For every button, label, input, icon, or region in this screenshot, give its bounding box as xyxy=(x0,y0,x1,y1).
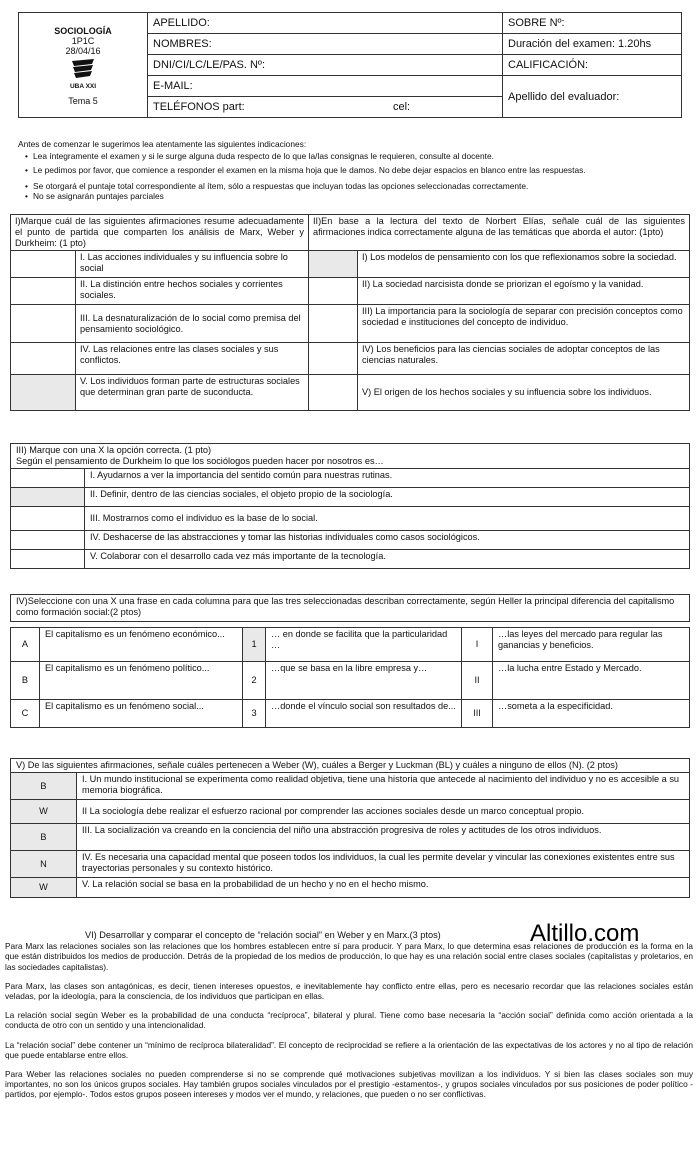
q2-option: IV) Los beneficios para las ciencias sociales de adoptar conceptos de las ciencias naturales. xyxy=(357,343,689,375)
answer-paragraph: Para Marx las relaciones sociales son las relaciones que los hombres establecen entre sí para producir. Y para Marx, lo que determina esas relaciones de producción es la forma en la que están distribuidos los medios de producción. Detrás de la propiedad de los medios de producción, lo que hay es una relación social entre clases sociales (capitalistas y proletarios, en las sociedades capitalistas). xyxy=(5,941,693,972)
answer-cell[interactable] xyxy=(308,278,357,305)
q1-option: II. La distinción entre hechos sociales y corrientes sociales. xyxy=(76,278,309,305)
answer-cell[interactable] xyxy=(11,507,85,531)
answer-cell[interactable] xyxy=(308,375,357,411)
q4-section xyxy=(10,594,690,728)
dni-field[interactable]: DNI/CI/LC/LE/PAS. Nº: xyxy=(148,55,503,76)
q4-option: El capitalismo es un fenómeno político... xyxy=(40,662,243,700)
altillo-watermark: Altillo.com xyxy=(530,920,640,947)
instruction-item: • Lea íntegramente el examen y si le surge alguna duda respecto de lo que la/las consignas le requieren, consulte al docente. xyxy=(27,151,682,161)
answer-cell[interactable] xyxy=(11,375,76,411)
q1-option: V. Los individuos forman parte de estructuras sociales que determinan gran parte de suconducta. xyxy=(76,375,309,411)
evaluador-field[interactable]: Apellido del evaluador: xyxy=(503,76,682,118)
q4-option: …que se basa en la libre empresa y… xyxy=(266,662,462,700)
course-code: 1P1C xyxy=(71,36,95,46)
q6-title: VI) Desarrollar y comparar el concepto de “relación social” en Weber y en Marx.(3 ptos) xyxy=(85,930,441,940)
q2-option: III) La importancia para la sociología de separar con precisión conceptos como sociedad e instituciones del concepto de individuo. xyxy=(357,305,689,343)
q4-option: …donde el vínculo social son resultados de... xyxy=(266,700,462,728)
q4-label[interactable]: I xyxy=(462,628,493,662)
q5-statement: III. La socialización va creando en la conciencia del niño una abstracción progresiva de roles y actitudes de los otros individuos. xyxy=(77,824,690,851)
answer-cell[interactable] xyxy=(308,251,357,278)
q1-option: I. Las acciones individuales y su influencia sobre lo social xyxy=(76,251,309,278)
answer-paragraph: La relación social según Weber es la probabilidad de una conducta “recíproca”, bilateral y plural. Tiene como base necesaria la “acción social” definida como acción orientada a la conducta de otro con un sentido y una intencionalidad. xyxy=(5,1010,693,1031)
q3-title-line1: III) Marque con una X la opción correcta. (1 pto) xyxy=(16,445,212,455)
q5-statement: IV. Es necesaria una capacidad mental que poseen todos los individuos, la cual les permite develar y vincular las conexiones existentes entre sus trayectorias personales y su contexto histórico. xyxy=(77,851,690,878)
instruction-item: • No se asignarán puntajes parciales xyxy=(27,191,682,201)
answer-cell[interactable] xyxy=(11,278,76,305)
instruction-item: • Le pedimos por favor, que comience a responder el examen en la misma hoja que le damos. No debe dejar espacios en blanco entre las respuestas. xyxy=(27,165,682,175)
cel-field[interactable]: cel: xyxy=(388,97,503,118)
tema-label: Tema 5 xyxy=(68,96,98,106)
answer-cell[interactable] xyxy=(11,488,85,507)
exam-date: 28/04/16 xyxy=(65,46,101,56)
instructions-intro: Antes de comenzar le sugerimos lea atentamente las siguientes indicaciones: xyxy=(18,139,307,149)
instructions-list xyxy=(18,151,682,201)
duracion-label: Duración del examen: 1.20hs xyxy=(503,34,682,55)
email-field[interactable]: E-MAIL: xyxy=(148,76,503,97)
subject-label: SOCIOLOGÍA xyxy=(54,26,112,36)
q5-answer[interactable]: W xyxy=(11,878,77,898)
q5-answer[interactable]: B xyxy=(11,773,77,800)
q3-option: I. Ayudarnos a ver la importancia del sentido común para nuestras rutinas. xyxy=(85,469,690,488)
apellido-field[interactable]: APELLIDO: xyxy=(148,13,503,34)
q5-answer[interactable]: N xyxy=(11,851,77,878)
q4-title xyxy=(10,594,690,622)
uba-logo-icon xyxy=(68,58,98,80)
q3-table xyxy=(10,443,690,569)
calificacion-field[interactable]: CALIFICACIÓN: xyxy=(503,55,682,76)
q4-option: El capitalismo es un fenómeno económico... xyxy=(40,628,243,662)
q1-q2-table xyxy=(10,214,690,411)
q4-label[interactable]: II xyxy=(462,662,493,700)
q5-answer[interactable]: B xyxy=(11,824,77,851)
q5-answer[interactable]: W xyxy=(11,800,77,824)
q3-title xyxy=(11,444,690,469)
q5-statement: II La sociología debe realizar el esfuerzo racional por comprender las acciones sociales desde un marco conceptual propio. xyxy=(77,800,690,824)
q4-label[interactable]: C xyxy=(11,700,40,728)
q3-option: III. Mostrarnos como el individuo es la base de lo social. xyxy=(85,507,690,531)
answer-cell[interactable] xyxy=(11,550,85,569)
q2-title: II)En base a la lectura del texto de Norbert Elías, señale cuál de las siguientes afirmaciones indica correctamente alguna de las temáticas que aborda el autor: (1pto) xyxy=(308,215,689,251)
q4-option: …someta a la especificidad. xyxy=(493,700,690,728)
q5-statement: I. Un mundo institucional se experimenta como realidad objetiva, tiene una historia que antecede al nacimiento del individuo y no es accesible a su memoria biográfica. xyxy=(77,773,690,800)
q3-option: V. Colaborar con el desarrollo cada vez más importante de la tecnología. xyxy=(85,550,690,569)
q4-table xyxy=(10,627,690,728)
institution-label: UBA XXI xyxy=(69,83,97,90)
q4-option: …las leyes del mercado para regular las ganancias y beneficios. xyxy=(493,628,690,662)
answer-cell[interactable] xyxy=(11,469,85,488)
q5-table xyxy=(10,758,690,898)
q1-option: IV. Las relaciones entre las clases sociales y sus conflictos. xyxy=(76,343,309,375)
course-info xyxy=(19,13,148,118)
instruction-item: • Se otorgará el puntaje total correspondiente al ítem, sólo a respuestas que incluyan todas las opciones seleccionadas correctamente. xyxy=(27,181,682,191)
nombres-field[interactable]: NOMBRES: xyxy=(148,34,503,55)
q1-title: I)Marque cuál de las siguientes afirmaciones resume adecuadamente el punto de partida que comparten los análisis de Marx, Weber y Durkheim: (1 pto) xyxy=(11,215,309,251)
sobre-field[interactable]: SOBRE Nº: xyxy=(503,13,682,34)
answer-paragraph: Para Weber las relaciones sociales no pueden comprenderse si no se comprende qué motivaciones subjetivas movilizan a los individuos. Y si bien las clases sociales son muy importantes, no son los únicos grupos sociales. Hay también grupos sociales vinculados por el prestigio -estamentos-, y grupos sociales vinculados por sus posiciones de poder político -partidos, por ejemplo-. Todos estos grupos poseen intereses y modos ver el mundo, y relaciones, que pueden o no ser conflictivas. xyxy=(5,1069,693,1100)
answer-cell[interactable] xyxy=(308,305,357,343)
q5-statement: V. La relación social se basa en la probabilidad de un hecho y no en el hecho mismo. xyxy=(77,878,690,898)
answer-cell[interactable] xyxy=(11,305,76,343)
answer-cell[interactable] xyxy=(11,531,85,550)
q4-option: … en donde se facilita que la particularidad … xyxy=(266,628,462,662)
q4-option: El capitalismo es un fenómeno social... xyxy=(40,700,243,728)
q3-option: IV. Deshacerse de las abstracciones y tomar las historias individuales como casos sociológicos. xyxy=(85,531,690,550)
q3-option: II. Definir, dentro de las ciencias sociales, el objeto propio de la sociología. xyxy=(85,488,690,507)
answer-paragraph: Para Marx, las clases son antagónicas, es decir, tienen intereses opuestos, e inevitablemente hay conflicto entre ellas, pero es necesario recordar que las relaciones sociales están veladas, por la ideología, para la consciencia, de los individuos que participan en ellas. xyxy=(5,980,693,1002)
answer-cell[interactable] xyxy=(11,343,76,375)
q4-label[interactable]: III xyxy=(462,700,493,728)
q2-option: V) El origen de los hechos sociales y su influencia sobre los individuos. xyxy=(357,375,689,411)
answer-cell[interactable] xyxy=(11,251,76,278)
answer-cell[interactable] xyxy=(308,343,357,375)
q4-option: …la lucha entre Estado y Mercado. xyxy=(493,662,690,700)
q4-label[interactable]: B xyxy=(11,662,40,700)
answer-paragraph: La “relación social” debe contener un “mínimo de recíproca bilateralidad”. El concepto de reciprocidad se refiere a la orientación de las expectativas de los actores y no al tipo de relación que puede entablarse entre ellos. xyxy=(5,1039,693,1060)
q6-section xyxy=(5,930,693,1109)
q4-label[interactable]: 1 xyxy=(243,628,266,662)
q5-title: V) De las siguientes afirmaciones, señale cuáles pertenecen a Weber (W), cuáles a Berger y Luckman (BL) y cuáles a ninguno de ellos (N). (2 ptos) xyxy=(11,759,690,773)
instructions xyxy=(18,139,682,201)
q4-label[interactable]: A xyxy=(11,628,40,662)
q4-label[interactable]: 3 xyxy=(243,700,266,728)
q3-title-line2: Según el pensamiento de Durkheim lo que los sociólogos pueden hacer por nosotros es… xyxy=(16,456,384,466)
q1-option: III. La desnaturalización de lo social como premisa del pensamiento sociológico. xyxy=(76,305,309,343)
q2-option: II) La sociedad narcisista donde se priorizan el egoísmo y la vanidad. xyxy=(357,278,689,305)
header-table xyxy=(18,12,682,118)
q2-option: I) Los modelos de pensamiento con los que reflexionamos sobre la sociedad. xyxy=(357,251,689,278)
q4-title-text: IV)Seleccione con una X una frase en cada columna para que las tres seleccionadas describan correctamente, según Heller la principal diferencia del capitalismo como formación social:(2 ptos) xyxy=(16,596,675,617)
telefono-field[interactable]: TELÉFONOS part: xyxy=(148,97,389,118)
q4-label[interactable]: 2 xyxy=(243,662,266,700)
